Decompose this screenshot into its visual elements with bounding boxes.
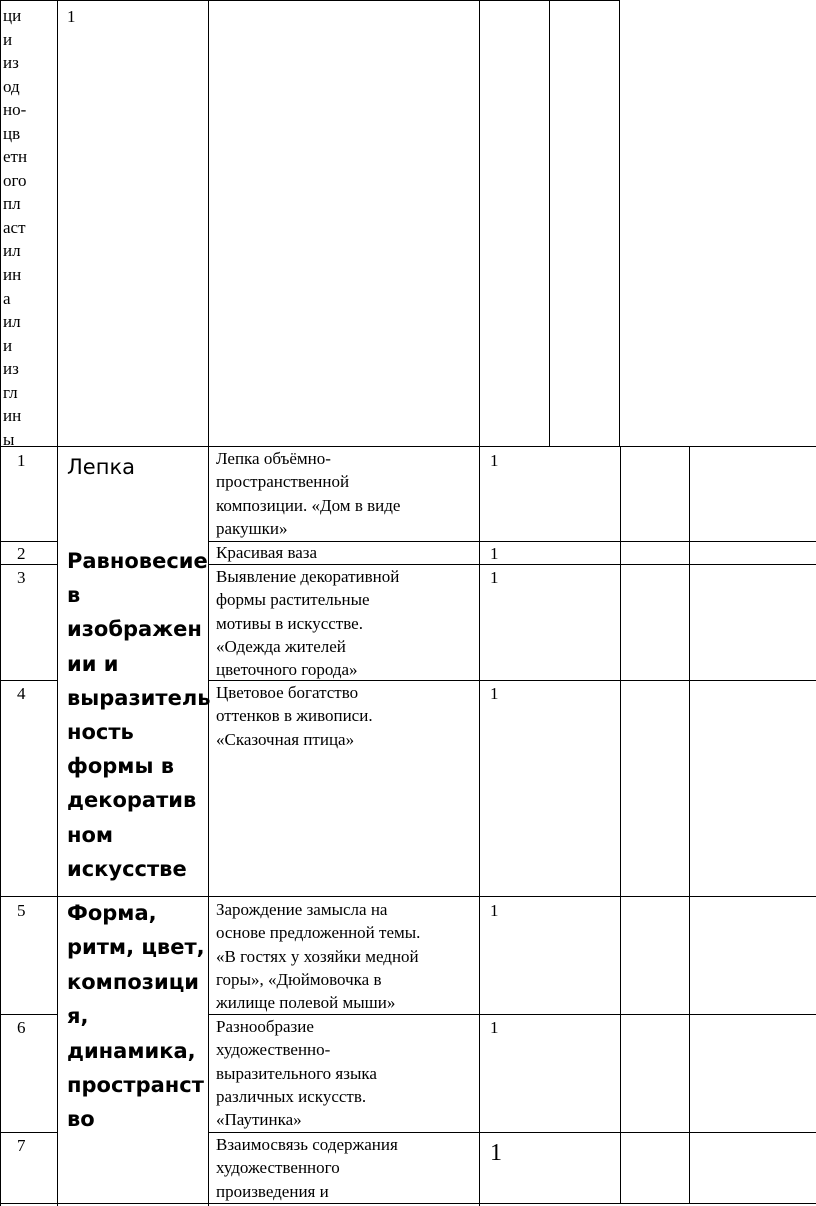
hours-value: 1 xyxy=(490,451,499,470)
lesson-title: Цветовое богатство оттенков в живописи. «Сказочная птица» xyxy=(216,683,373,749)
topic-title: Лепка xyxy=(67,455,135,479)
row-number: 6 xyxy=(17,1018,26,1037)
lesson-title: Лепка объёмно- пространственной композиции. «Дом в виде ракушки» xyxy=(216,449,401,538)
hours-value: 1 xyxy=(490,1018,499,1037)
hours-value: 1 xyxy=(490,568,499,587)
hours-value: 1 xyxy=(490,684,499,703)
row-number: 1 xyxy=(17,451,26,470)
row-number: 3 xyxy=(17,568,26,587)
lesson-title: Выявление декоративной формы растительные мотивы в искусстве. «Одежда жителей цветочного города» xyxy=(216,567,400,680)
cell-topic-fragment: ци и из од но- цв етн ого пл аст ил ин а ил и из гл ин ы xyxy=(3,6,28,449)
hours-value: 1 xyxy=(490,1140,502,1166)
lesson-title: Взаимосвязь содержания художественного произведения и xyxy=(216,1135,398,1201)
topic-title: Равновесие в изображен ии и выразитель ность формы в декоратив ном искусстве xyxy=(67,549,211,881)
topic-title: Форма, ритм, цвет, композици я, динамика, пространст во xyxy=(67,901,205,1132)
row-number: 5 xyxy=(17,901,26,920)
row-number: 2 xyxy=(17,544,26,563)
hours-value: 1 xyxy=(490,901,499,920)
lesson-title: Красивая ваза xyxy=(216,543,318,562)
hours-value: 1 xyxy=(490,544,499,563)
cell-number-fragment: 1 xyxy=(67,7,76,26)
lesson-title: Разнообразие художественно- выразительного языка различных искусств. «Паутинка» xyxy=(216,1017,377,1130)
lesson-title: Зарождение замысла на основе предложенной темы. «В гостях у хозяйки медной горы», «Дюймовочка в жилище полевой мыши» xyxy=(216,900,421,1013)
row-number: 7 xyxy=(17,1136,26,1155)
row-number: 4 xyxy=(17,684,26,703)
